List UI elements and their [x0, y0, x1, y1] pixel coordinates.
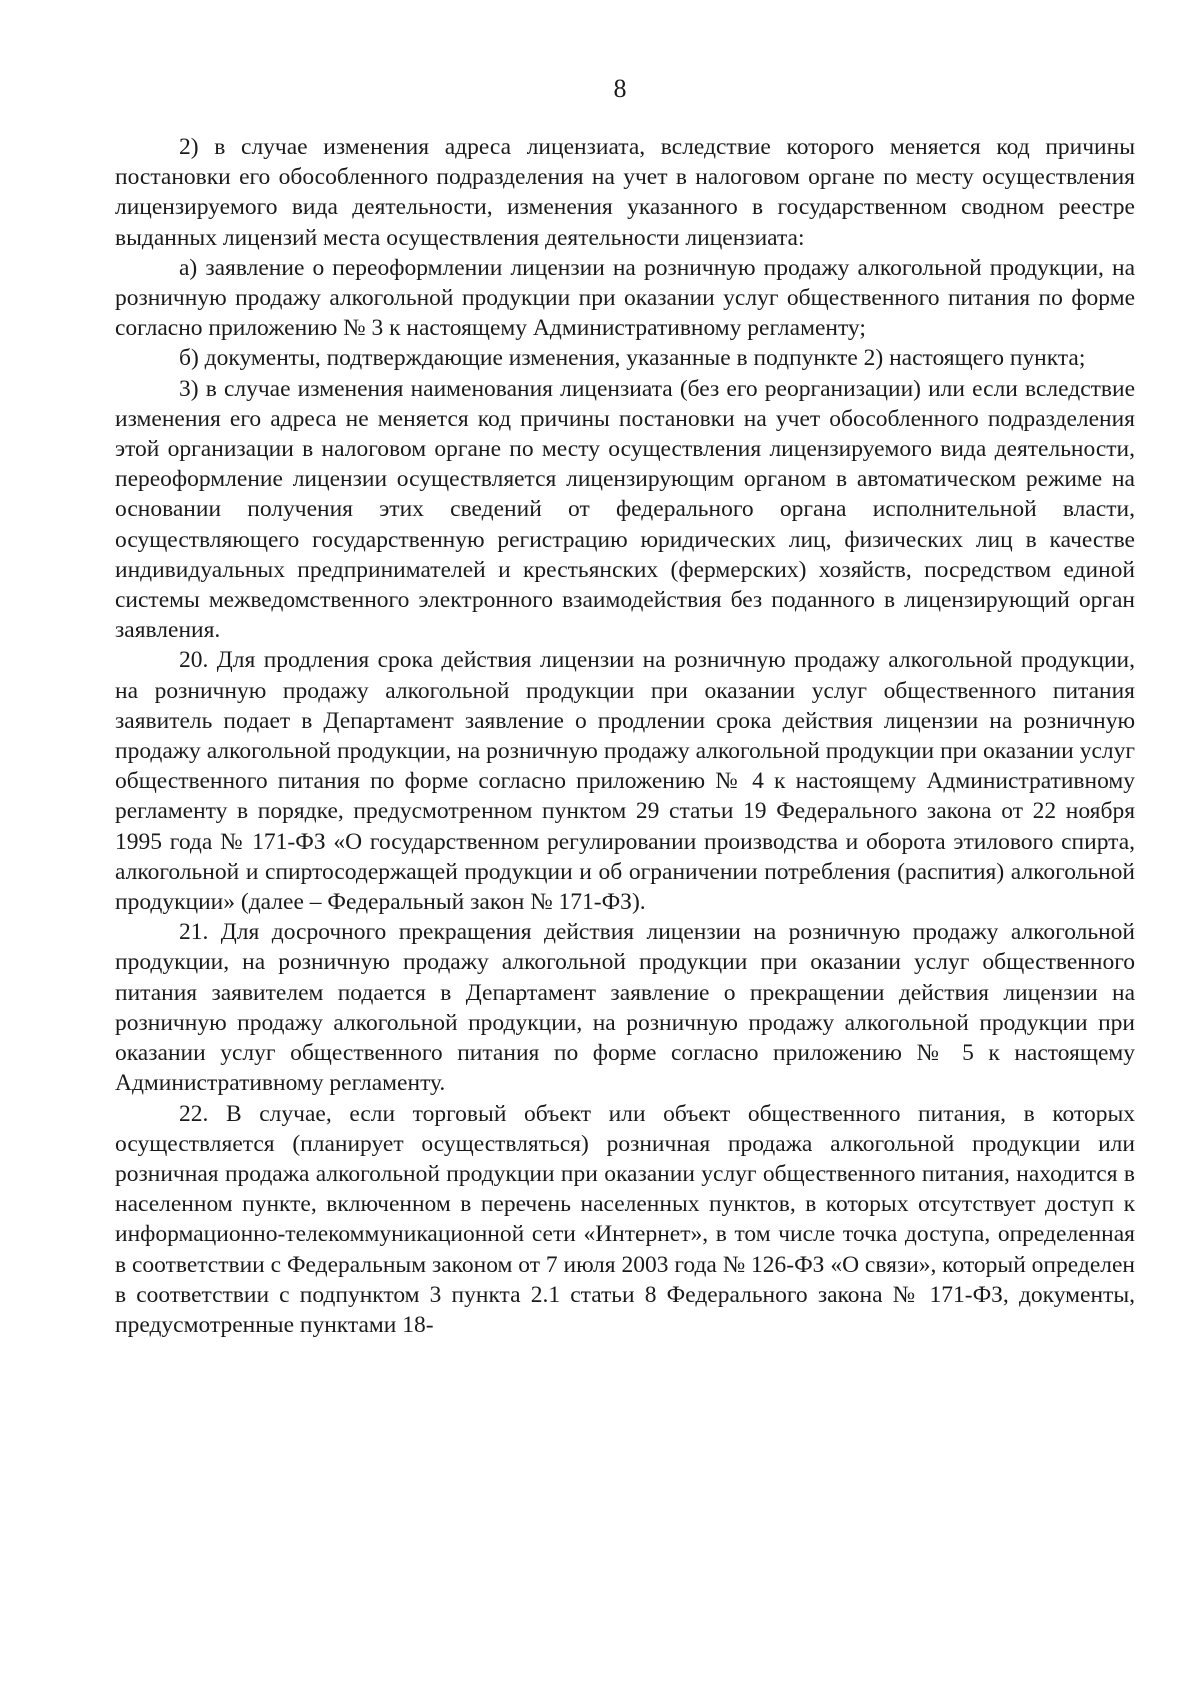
paragraph-subitem-b: б) документы, подтверждающие изменения, указанные в подпункте 2) настоящего пункта; [179, 345, 1086, 372]
page-number: 8 [613, 74, 627, 103]
paragraph-item-2: 2) в случае изменения адреса лицензиата, вследствие которого меняется код причины постановки его обособленного подразделения на учет в налоговом органе по месту осуществления лицензируемого вида деятельности, изменения указанного в государственном сводном реестре выданных лицензий места осуществления деятельности лицензиата: [115, 134, 1135, 251]
paragraph-clause-21: 21. Для досрочного прекращения действия лицензии на розничную продажу алкогольной продукции, на розничную продажу алкогольной продукции при оказании услуг общественного питания заявителем подается в Департамент заявление о прекращении действия лицензии на розничную продажу алкогольной продукции, на розничную продажу алкогольной продукции при оказании услуг общественного питания по форме согласно приложению № 5 к настоящему Административному регламенту. [115, 919, 1135, 1097]
paragraph-clause-20: 20. Для продления срока действия лицензии на розничную продажу алкогольной продукции, на розничную продажу алкогольной продукции при оказании услуг общественного питания заявитель подает в Департамент заявление о продлении срока действия лицензии на розничную продажу алкогольной продукции, на розничную продажу алкогольной продукции при оказании услуг общественного питания по форме согласно приложению № 4 к настоящему Административному регламенту в порядке, предусмотренном пунктом 29 статьи 19 Федерального закона от 22 ноября 1995 года № 171-ФЗ «О государственном регулировании производства и оборота этилового спирта, алкогольной и спиртосодержащей продукции и об ограничении потребления (распития) алкогольной продукции» (далее – Федеральный закон № 171-ФЗ). [115, 647, 1135, 916]
paragraph-subitem-a: а) заявление о переоформлении лицензии на розничную продажу алкогольной продукции, на розничную продажу алкогольной продукции при оказании услуг общественного питания по форме согласно приложению № 3 к настоящему Административному регламенту; [115, 254, 1135, 342]
paragraph-clause-22: 22. В случае, если торговый объект или объект общественного питания, в которых осуществляется (планирует осуществляться) розничная продажа алкогольной продукции или розничная продажа алкогольной продукции при оказании услуг общественного питания, находится в населенном пункте, включенном в перечень населенных пунктов, в которых отсутствует доступ к информационно-телекоммуникационной сети «Интернет», в том числе точка доступа, определенная в соответствии с Федеральным законом от 7 июля 2003 года № 126-ФЗ «О связи», который определен в соответствии с подпунктом 3 пункта 2.1 статьи 8 Федерального закона № 171-ФЗ, документы, предусмотренные пунктами 18- [115, 1100, 1135, 1338]
paragraph-item-3: 3) в случае изменения наименования лицензиата (без его реорганизации) или если вследствие изменения его адреса не меняется код причины постановки на учет обособленного подразделения этой организации в налоговом органе по месту осуществления лицензируемого вида деятельности, переоформление лицензии осуществляется лицензирующим органом в автоматическом режиме на основании получения этих сведений от федерального органа исполнительной власти, осуществляющего государственную регистрацию юридических лиц, физических лиц в качестве индивидуальных предпринимателей и крестьянских (фермерских) хозяйств, посредством единой системы межведомственного электронного взаимодействия без поданного в лицензирующий орган заявления. [115, 375, 1135, 644]
document-body [115, 132, 1135, 1340]
